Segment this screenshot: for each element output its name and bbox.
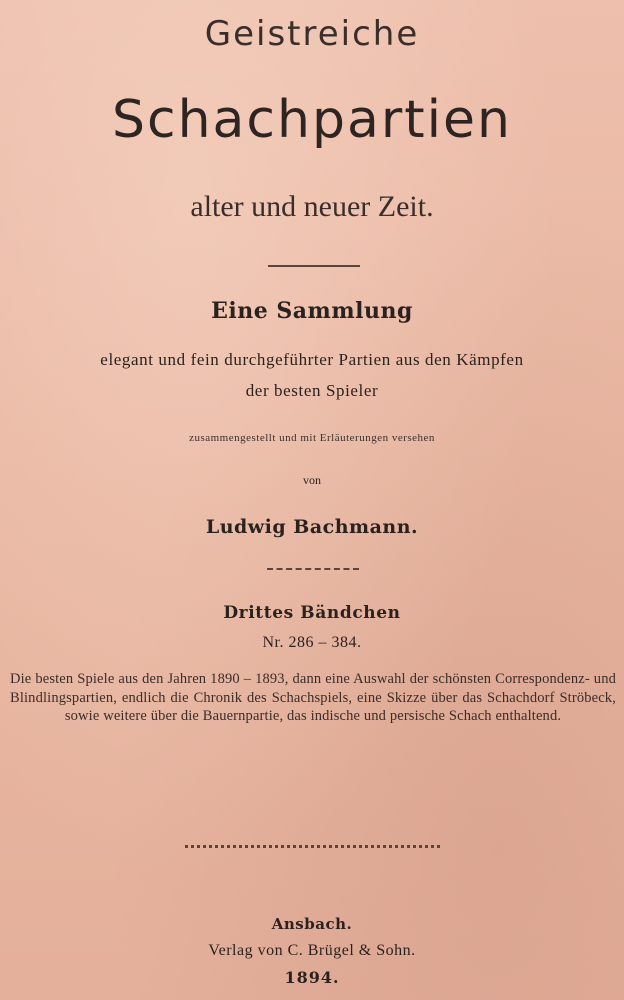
volume-label: Drittes Bändchen (223, 603, 401, 623)
compiled-note: zusammengestellt und mit Erläuterungen versehen (189, 432, 435, 444)
description-line-1: elegant und fein durchgeführter Partien aus den Kämpfen (100, 350, 524, 369)
imprint-publisher: Verlag von C. Brügel & Sohn. (208, 942, 416, 959)
subtitle: Eine Sammlung (211, 298, 413, 324)
contents-description: Die besten Spiele aus den Jahren 1890 – 1893, dann eine Auswahl der schönsten Correspondenz- und Blindlingspartien, endlich die Chronik des Schachspiels, eine Skizze über das Schachdorf Ströbeck, sowie weitere über die Bauernpartie, das indische und persische Schach enthaltend. (10, 671, 616, 724)
author-name: Ludwig Bachmann. (205, 516, 419, 538)
main-title: Schachpartien (111, 90, 512, 150)
title-line-3: alter und neuer Zeit. (190, 190, 434, 223)
imprint-year: 1894. (284, 968, 340, 987)
divider-rule (185, 845, 440, 848)
by-label: von (303, 473, 321, 487)
description-line-2: der besten Spieler (245, 381, 379, 400)
title-line-1: Geistreiche (204, 14, 420, 54)
divider-rule (268, 265, 360, 267)
divider-rule (267, 568, 359, 570)
imprint-city: Ansbach. (271, 915, 353, 933)
volume-numbers: Nr. 286 – 384. (262, 634, 362, 651)
